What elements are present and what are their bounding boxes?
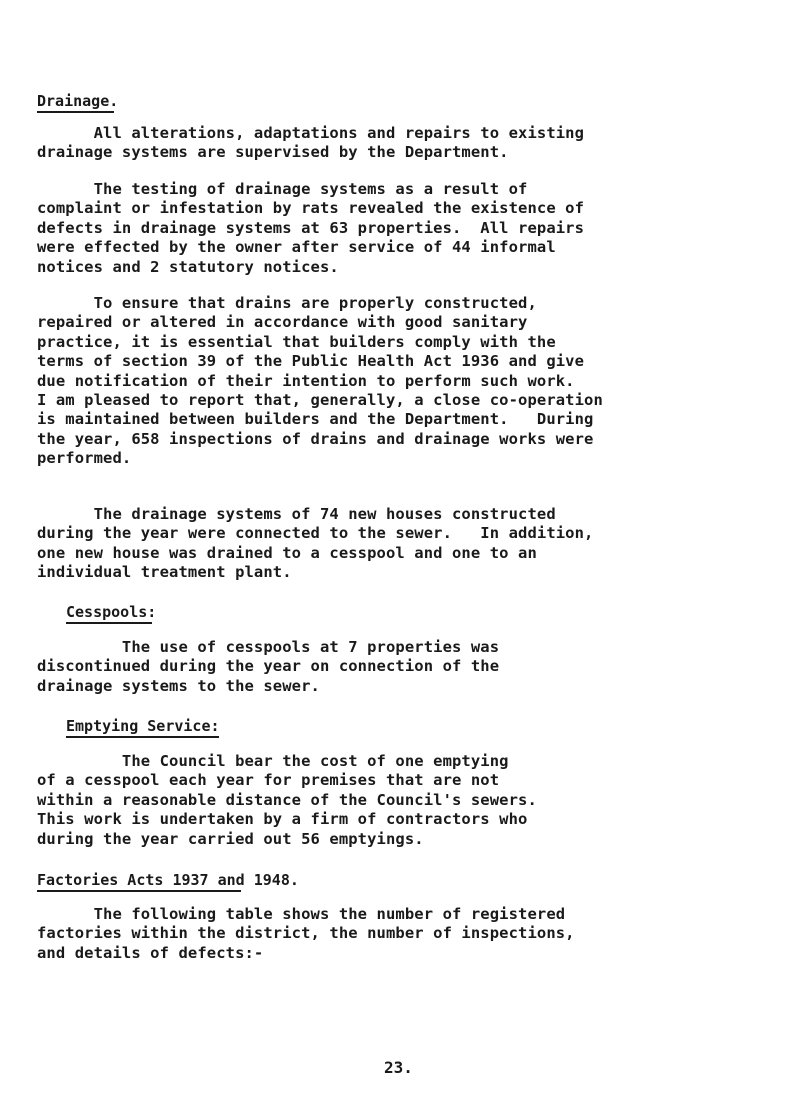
heading-underline xyxy=(37,111,114,113)
paragraph-cesspools: The use of cesspools at 7 properties was discontinued during the year on connection of the drainage systems to the sewer. xyxy=(37,638,500,695)
section-heading-factories-acts: Factories Acts 1937 and 1948. xyxy=(37,871,299,889)
heading-underline xyxy=(66,622,152,624)
paragraph-factories-table-intro: The following table shows the number of registered factories within the district, the number of inspections, and details of defects:- xyxy=(37,905,575,962)
section-heading-cesspools: Cesspools: xyxy=(66,603,157,621)
page-number: 23. xyxy=(384,1058,413,1077)
heading-underline xyxy=(37,890,241,892)
section-heading-emptying-service: Emptying Service: xyxy=(66,717,220,735)
heading-underline xyxy=(66,736,219,738)
paragraph-emptying-service: The Council bear the cost of one emptying of a cesspool each year for premises that are not within a reasonable distance of the Council's sewers. This work is undertaken by a firm of contractors who during the year carried out 56 emptyings. xyxy=(37,752,537,848)
paragraph-drainage-supervision: All alterations, adaptations and repairs to existing drainage systems are supervised by the Department. xyxy=(37,124,585,162)
paragraph-drainage-testing: The testing of drainage systems as a result of complaint or infestation by rats revealed the existence of defects in drainage systems at 63 properties. All repairs were effected by the owner after service of 44 informal notices and 2 statutory notices. xyxy=(37,180,585,276)
section-heading-drainage: Drainage. xyxy=(37,92,119,110)
paragraph-drains-construction: To ensure that drains are properly constructed, repaired or altered in accordance with good sanitary practice, it is essential that builders comply with the terms of section 39 of the Public Health Act 1936 and give due notification of their intention to perform such work. I am pleased to report that, generally, a close co-operation is maintained between builders and the Department. During the year, 658 inspections of drains and drainage works were performed. xyxy=(37,294,603,468)
paragraph-new-houses: The drainage systems of 74 new houses constructed during the year were connected to the sewer. In addition, one new house was drained to a cesspool and one to an individual treatment plant. xyxy=(37,505,594,582)
